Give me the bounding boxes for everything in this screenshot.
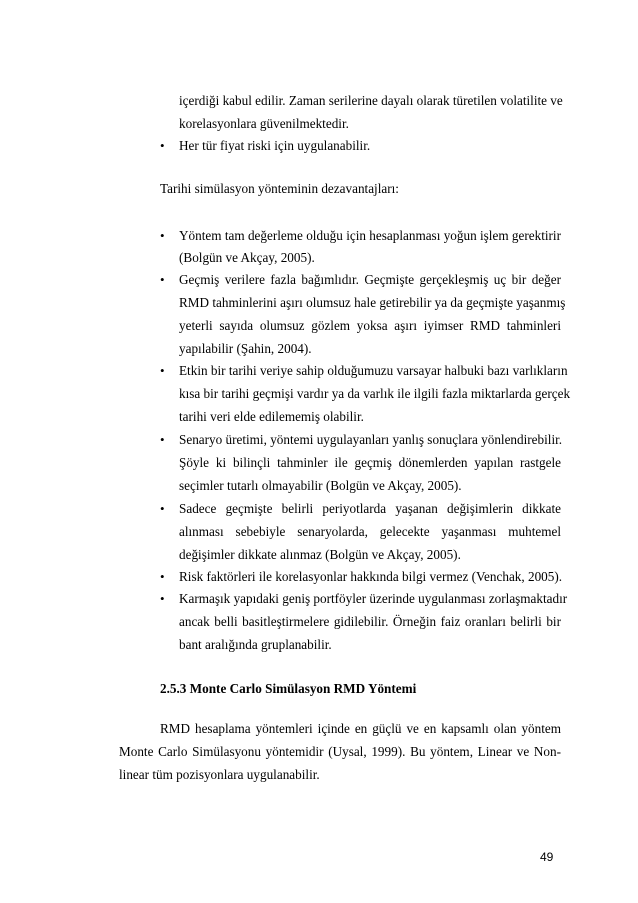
bullet-icon: •: [160, 272, 165, 287]
list-item-continued: tarihi veri elde edilememiş olabilir.: [179, 409, 364, 424]
paragraph-line: linear tüm pozisyonlara uygulanabilir.: [119, 767, 320, 782]
list-item-continued: kısa bir tarihi geçmişi vardır ya da varlık ile ilgili fazla miktarlarda gerçek: [179, 386, 571, 401]
bullet-icon: •: [160, 569, 165, 584]
list-item-continued: seçimler tutarlı olmayabilir (Bolgün ve Akçay, 2005).: [179, 478, 462, 493]
list-item-continued: yapılabilir (Şahin, 2004).: [179, 341, 312, 356]
section-heading: 2.5.3 Monte Carlo Simülasyon RMD Yöntemi: [160, 681, 417, 696]
paragraph-line: Monte Carlo Simülasyonu yöntemidir (Uysal, 1999). Bu yöntem, Linear ve Non-: [119, 744, 561, 759]
list-item: Etkin bir tarihi veriye sahip olduğumuzu varsayar halbuki bazı varlıkların: [179, 363, 568, 378]
bullet-icon: •: [160, 138, 165, 153]
list-item-continued: (Bolgün ve Akçay, 2005).: [179, 250, 315, 265]
list-item: Risk faktörleri ile korelasyonlar hakkında bilgi vermez (Venchak, 2005).: [179, 569, 563, 584]
bullet-icon: •: [160, 228, 165, 243]
list-item-continued: ancak belli basitleştirmelere gidilebilir. Örneğin faiz oranları belirli bir: [179, 614, 561, 629]
list-item-continued: yeterli sayıda olumsuz gözlem yoksa aşırı iyimser RMD tahminleri: [179, 318, 561, 333]
paragraph-line: RMD hesaplama yöntemleri içinde en güçlü ve en kapsamlı olan yöntem: [160, 721, 561, 736]
list-item: Karmaşık yapıdaki geniş portföyler üzerinde uygulanması zorlaşmaktadır: [179, 591, 568, 606]
bullet-icon: •: [160, 432, 165, 447]
list-item-continued: RMD tahminlerini aşırı olumsuz hale getirebilir ya da geçmişte yaşanmış: [179, 295, 566, 310]
list-item: Senaryo üretimi, yöntemi uygulayanları yanlış sonuçlara yönlendirebilir.: [179, 432, 563, 447]
list-item-continued: Şöyle ki bilinçli tahminler ile geçmiş dönemlerden yapılan rastgele: [179, 455, 561, 470]
list-item-continued: değişimler dikkate alınmaz (Bolgün ve Akçay, 2005).: [179, 547, 461, 562]
page-number: 49: [540, 850, 554, 864]
paragraph-intro: Tarihi simülasyon yönteminin dezavantajları:: [160, 181, 399, 196]
bullet-icon: •: [160, 501, 165, 516]
list-item-continued: alınması sebebiyle senaryolarda, gelecekte yaşanması muhtemel: [179, 524, 561, 539]
text-line: içerdiği kabul edilir. Zaman serilerine dayalı olarak türetilen volatilite ve: [179, 93, 563, 108]
list-item: Geçmiş verilere fazla bağımlıdır. Geçmişte gerçekleşmiş uç bir değer: [179, 272, 561, 287]
bullet-icon: •: [160, 363, 165, 378]
text-line: korelasyonlara güvenilmektedir.: [179, 116, 349, 131]
list-item: Her tür fiyat riski için uygulanabilir.: [179, 138, 371, 153]
list-item: Yöntem tam değerleme olduğu için hesaplanması yoğun işlem gerektirir: [179, 228, 561, 243]
bullet-icon: •: [160, 591, 165, 606]
list-item-continued: bant aralığında gruplanabilir.: [179, 637, 332, 652]
list-item: Sadece geçmişte belirli periyotlarda yaşanan değişimlerin dikkate: [179, 501, 561, 516]
